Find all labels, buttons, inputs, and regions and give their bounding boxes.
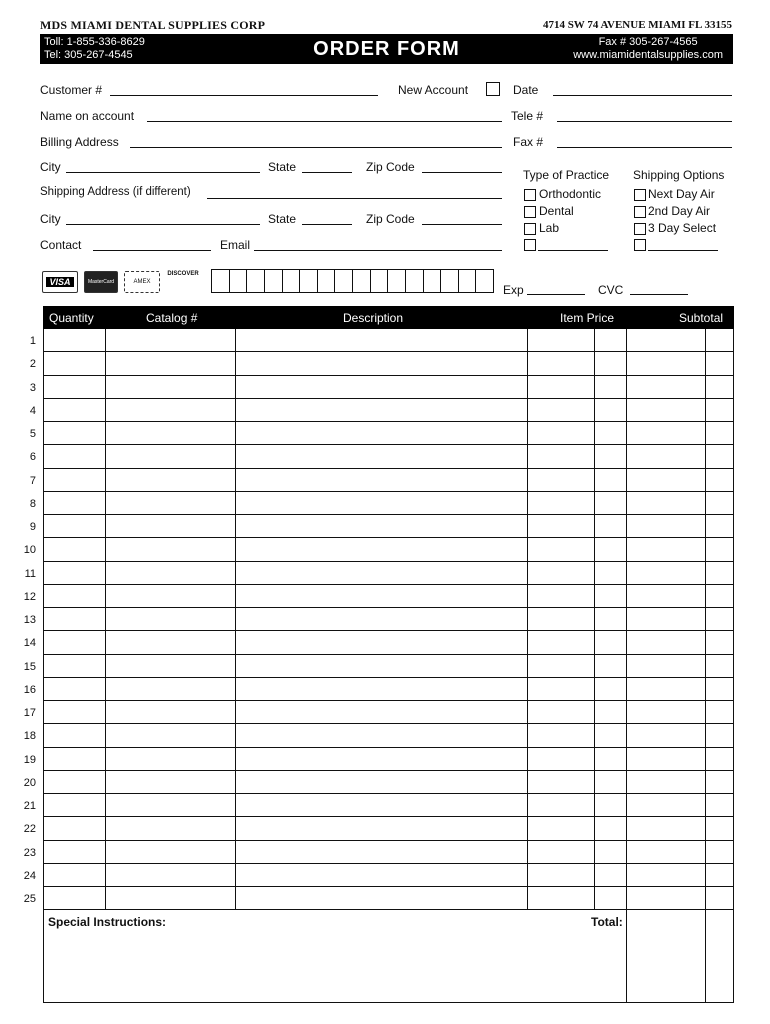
tele-field[interactable] (557, 121, 732, 122)
practice-other-checkbox[interactable] (524, 239, 536, 251)
card-digit-box[interactable] (211, 269, 230, 293)
email-label: Email (220, 238, 251, 252)
special-instructions-label: Special Instructions: (48, 915, 167, 929)
tele-label: Tele # (511, 109, 544, 123)
card-digit-box[interactable] (441, 269, 459, 293)
2nd-day-air-label: 2nd Day Air (648, 204, 711, 218)
toll-free-number: Toll: 1-855-336-8629 (44, 36, 145, 48)
mastercard-text: MasterCard (87, 279, 115, 285)
orthodontic-checkbox[interactable] (524, 189, 536, 201)
cvc-field[interactable] (630, 294, 688, 295)
table-row[interactable] (23, 724, 734, 747)
zip2-label: Zip Code (366, 212, 415, 226)
order-table (23, 329, 734, 910)
table-row[interactable] (23, 864, 734, 887)
table-row[interactable] (24, 562, 734, 585)
row-number: 25 (23, 893, 36, 905)
practice-other-field[interactable] (538, 250, 608, 251)
city-label: City (40, 160, 61, 174)
row-number: 2 (29, 358, 36, 371)
special-instructions-box[interactable] (43, 910, 734, 1003)
card-digit-box[interactable] (230, 269, 248, 293)
card-digit-box[interactable] (476, 269, 494, 293)
row-number: 9 (29, 521, 36, 533)
card-digit-box[interactable] (300, 269, 318, 293)
header-description: Description (343, 311, 404, 325)
contact-block (573, 36, 723, 62)
website: www.miamidentalsupplies.com (573, 49, 723, 61)
table-row[interactable] (23, 585, 734, 608)
row-number: 13 (23, 614, 36, 626)
row-number: 3 (29, 381, 36, 394)
new-account-label: New Account (398, 83, 469, 97)
3-day-select-checkbox[interactable] (634, 223, 646, 235)
table-row[interactable] (23, 771, 734, 794)
card-digit-box[interactable] (265, 269, 283, 293)
email-field[interactable] (254, 250, 502, 251)
next-day-air-label: Next Day Air (648, 187, 715, 201)
row-number: 8 (29, 497, 36, 510)
table-row[interactable] (29, 445, 734, 468)
3-day-select-label: 3 Day Select (648, 221, 717, 235)
city-field[interactable] (66, 172, 260, 173)
table-header (43, 306, 734, 329)
zip-label: Zip Code (366, 160, 415, 174)
new-account-checkbox[interactable] (486, 82, 500, 96)
table-row[interactable] (23, 655, 734, 678)
date-field[interactable] (553, 95, 732, 96)
mastercard-icon (84, 271, 118, 293)
lab-checkbox[interactable] (524, 223, 536, 235)
shipping-title: Shipping Options (633, 168, 725, 182)
header-subtotal: Subtotal (679, 311, 724, 325)
row-number: 23 (23, 846, 36, 859)
billing-address-label: Billing Address (40, 135, 119, 149)
row-number: 7 (29, 474, 36, 487)
table-row[interactable] (23, 631, 734, 654)
header-catalog: Catalog # (146, 311, 198, 325)
row-number: 24 (23, 869, 36, 882)
table-row[interactable] (23, 748, 734, 771)
card-digit-box[interactable] (424, 269, 442, 293)
table-row[interactable] (23, 841, 734, 864)
table-row[interactable] (29, 329, 734, 352)
table-row[interactable] (29, 352, 734, 375)
practice-title: Type of Practice (523, 168, 610, 182)
card-digit-box[interactable] (459, 269, 477, 293)
row-number: 17 (23, 707, 36, 719)
customer-field[interactable] (110, 95, 378, 96)
card-digit-box[interactable] (247, 269, 265, 293)
shipping-other-field[interactable] (648, 250, 718, 251)
exp-label: Exp (503, 283, 524, 297)
form-title: ORDER FORM (313, 38, 460, 60)
table-row[interactable] (23, 678, 734, 701)
table-row[interactable] (23, 538, 734, 561)
city2-field[interactable] (66, 224, 260, 225)
row-number: 21 (23, 800, 36, 812)
next-day-air-checkbox[interactable] (634, 189, 646, 201)
row-number: 4 (29, 404, 36, 417)
state2-label: State (268, 212, 297, 226)
row-number: 19 (23, 753, 36, 766)
row-number: 18 (23, 730, 36, 743)
header-item-price: Item Price (560, 311, 615, 325)
company-name: MDS MIAMI DENTAL SUPPLIES CORP (40, 18, 266, 32)
amex-card-text: AMEX (133, 279, 151, 285)
table-row[interactable] (23, 701, 734, 724)
date-label: Date (513, 83, 539, 97)
total-label: Total: (591, 915, 623, 929)
table-row[interactable] (29, 469, 734, 492)
visa-card-icon (42, 271, 78, 293)
table-row[interactable] (29, 422, 734, 445)
zip-field[interactable] (422, 172, 502, 173)
city2-label: City (40, 212, 61, 226)
fax-field[interactable] (557, 147, 732, 148)
row-number: 5 (29, 428, 36, 440)
dental-checkbox[interactable] (524, 206, 536, 218)
table-row[interactable] (23, 794, 734, 817)
table-row[interactable] (29, 399, 734, 422)
row-number: 15 (23, 660, 36, 673)
billing-address-field[interactable] (130, 147, 502, 148)
row-number: 14 (23, 637, 36, 650)
shipping-other-checkbox[interactable] (634, 239, 646, 251)
row-number: 10 (23, 544, 36, 557)
fax-number: Fax # 305-267-4565 (598, 36, 698, 48)
table-row[interactable] (23, 887, 734, 910)
row-number: 20 (23, 776, 36, 789)
telephone-number: Tel: 305-267-4545 (44, 49, 133, 61)
table-row[interactable] (23, 817, 734, 840)
card-digit-box[interactable] (388, 269, 406, 293)
state-label: State (268, 160, 297, 174)
table-row[interactable] (23, 608, 734, 631)
fax-label: Fax # (513, 135, 544, 149)
cvc-label: CVC (598, 283, 624, 297)
name-on-account-label: Name on account (40, 109, 135, 123)
card-digit-box[interactable] (283, 269, 301, 293)
header-banner (40, 34, 733, 64)
company-address: 4714 SW 74 AVENUE MIAMI FL 33155 (542, 19, 732, 31)
table-row[interactable] (29, 515, 734, 538)
header-quantity: Quantity (49, 311, 94, 325)
table-row[interactable] (29, 492, 734, 515)
row-number: 12 (23, 590, 36, 603)
card-digit-box[interactable] (406, 269, 424, 293)
exp-field[interactable] (527, 294, 585, 295)
discover-card-icon (166, 271, 200, 291)
card-digit-box[interactable] (335, 269, 353, 293)
card-digit-box[interactable] (353, 269, 371, 293)
shipping-address-field[interactable] (207, 198, 502, 199)
2nd-day-air-checkbox[interactable] (634, 206, 646, 218)
discover-card-text: DISCOVER (167, 271, 199, 277)
row-number: 16 (23, 683, 36, 696)
table-row[interactable] (29, 376, 734, 399)
row-number: 22 (23, 823, 36, 836)
visa-card-text: VISA (46, 277, 73, 287)
shipping-address-label: Shipping Address (if different) (40, 186, 191, 198)
row-number: 6 (29, 451, 36, 464)
state-field[interactable] (302, 172, 352, 173)
dental-label: Dental (539, 204, 574, 218)
row-number: 1 (29, 335, 36, 347)
name-on-account-field[interactable] (147, 121, 502, 122)
contact-field[interactable] (93, 250, 211, 251)
amex-card-icon (124, 271, 160, 293)
card-digit-box[interactable] (318, 269, 336, 293)
card-digit-box[interactable] (371, 269, 389, 293)
state2-field[interactable] (302, 224, 352, 225)
zip2-field[interactable] (422, 224, 502, 225)
customer-label: Customer # (40, 83, 103, 97)
card-number-boxes[interactable] (211, 269, 494, 293)
orthodontic-label: Orthodontic (539, 187, 602, 201)
row-number: 11 (24, 567, 36, 580)
contact-label: Contact (40, 238, 82, 252)
lab-label: Lab (539, 221, 560, 235)
